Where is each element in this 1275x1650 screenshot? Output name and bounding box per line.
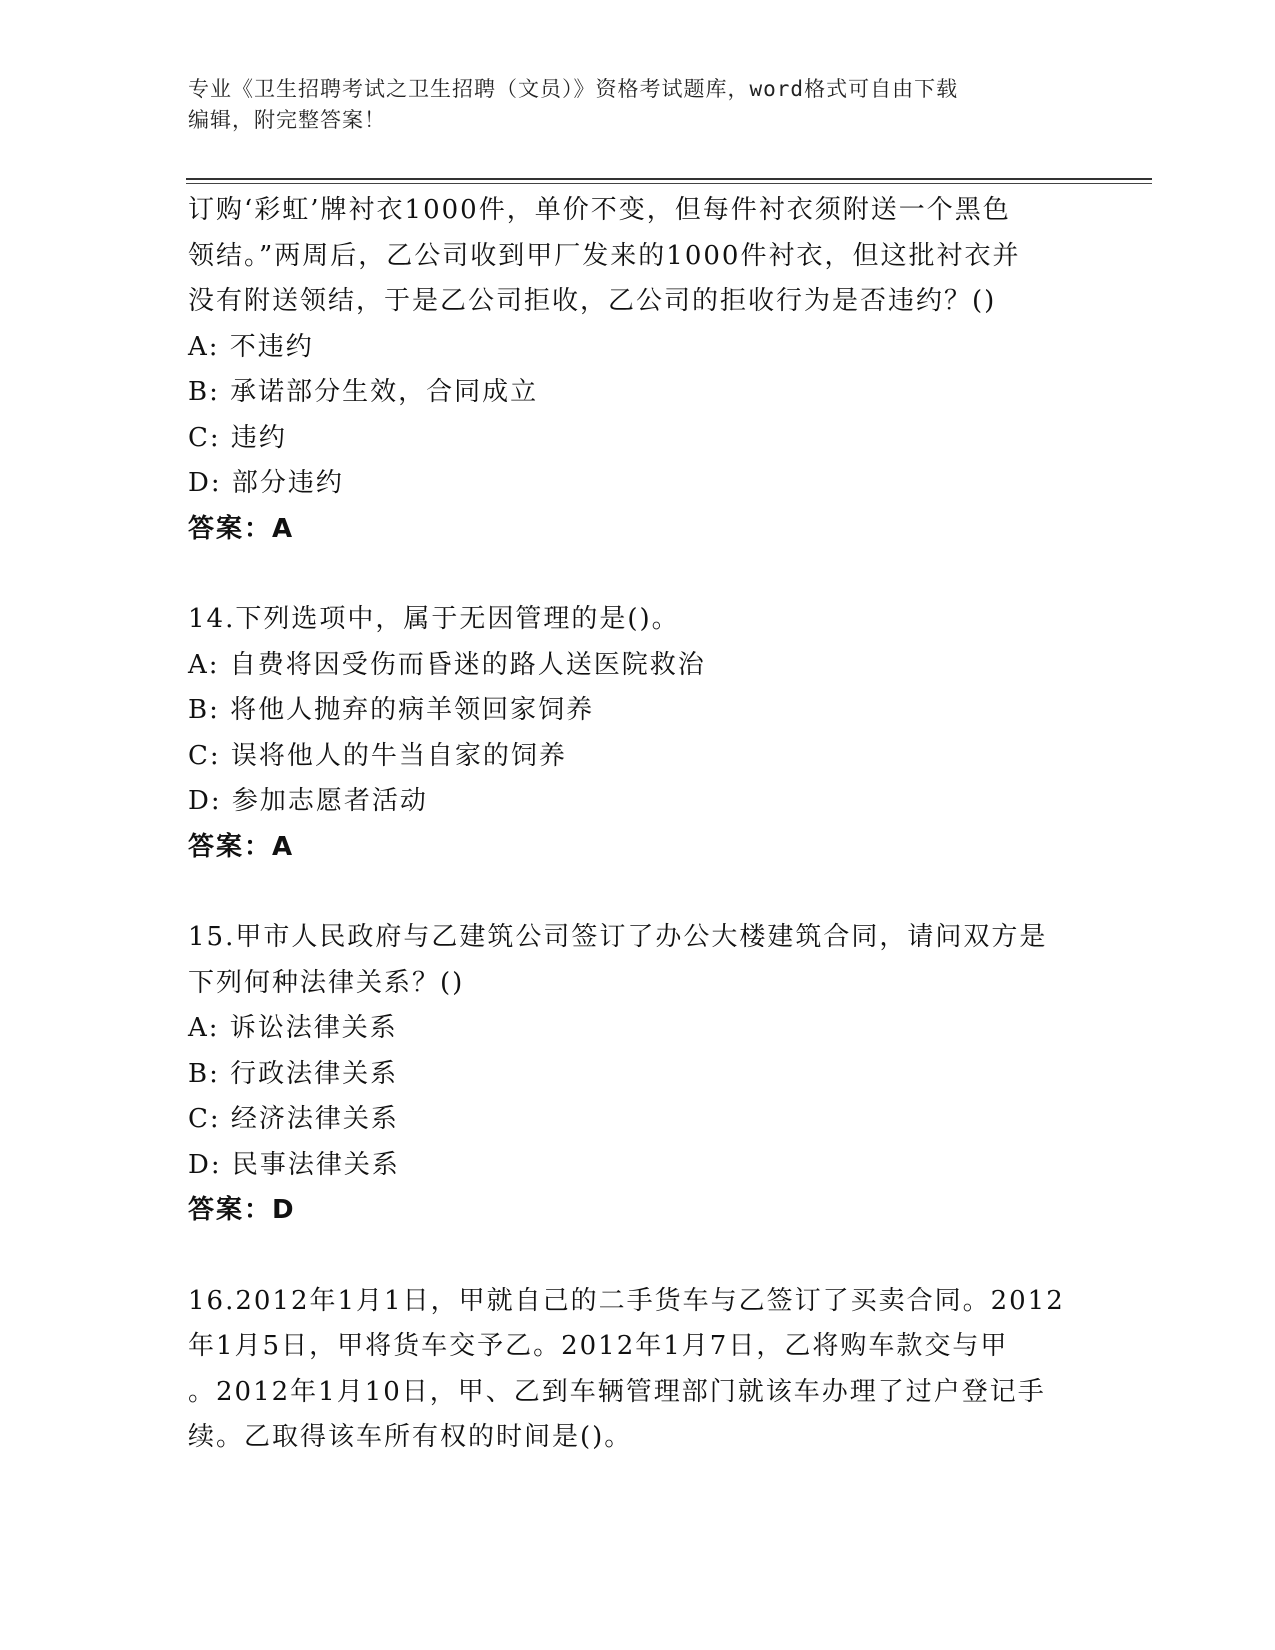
header-divider-thick	[186, 178, 1152, 180]
question-stem-line: 16.2012年1月1日，甲就自己的二手货车与乙签订了买卖合同。2012	[188, 1285, 1065, 1316]
question-stem-line: 。2012年1月10日，甲、乙到车辆管理部门就该车办理了过户登记手	[188, 1376, 1046, 1407]
question-14	[188, 597, 1088, 870]
option-d: D: 民事法律关系	[188, 1149, 400, 1180]
question-16	[188, 1279, 1088, 1461]
question-stem-line: 没有附送领结，于是乙公司拒收，乙公司的拒收行为是否违约？()	[188, 286, 997, 316]
question-stem-line: 14.下列选项中，属于无因管理的是()。	[188, 604, 680, 634]
option-b: B: 行政法律关系	[188, 1058, 399, 1089]
option-a: A: 诉讼法律关系	[188, 1013, 398, 1043]
question-15	[188, 915, 1088, 1234]
question-13	[188, 188, 1088, 552]
option-d: D: 部分违约	[188, 468, 344, 498]
answer-label: 答案：A	[188, 513, 295, 544]
option-c: C: 误将他人的牛当自家的饲养	[188, 740, 567, 771]
option-c: C: 经济法律关系	[188, 1104, 399, 1134]
header-divider-thin	[186, 183, 1152, 184]
option-c: C: 违约	[188, 422, 287, 453]
answer-label: 答案：D	[188, 1195, 296, 1225]
option-a: A: 自费将因受伤而昏迷的路人送医院救治	[188, 649, 706, 680]
answer-label: 答案：A	[188, 831, 295, 862]
option-b: B: 承诺部分生效，合同成立	[188, 377, 539, 407]
option-a: A: 不违约	[188, 331, 314, 362]
question-stem-line: 下列何种法律关系？()	[188, 967, 465, 998]
question-stem-line: 15.甲市人民政府与乙建筑公司签订了办公大楼建筑合同，请问双方是	[188, 922, 1048, 952]
question-stem-line: 订购‘彩虹’牌衬衣1000件，单价不变，但每件衬衣须附送一个黑色	[188, 195, 1011, 225]
header-line-1: 专业《卫生招聘考试之卫生招聘（文员）》资格考试题库，word格式可自由下载	[188, 77, 959, 101]
document-header	[188, 74, 1068, 136]
header-line-2: 编辑，附完整答案！	[188, 108, 386, 132]
question-stem-line: 续。乙取得该车所有权的时间是()。	[188, 1422, 633, 1452]
question-list	[188, 188, 1088, 1461]
option-d: D: 参加志愿者活动	[188, 786, 428, 816]
question-stem-line: 领结。”两周后，乙公司收到甲厂发来的1000件衬衣，但这批衬衣并	[188, 240, 1021, 271]
question-stem-line: 年1月5日，甲将货车交予乙。2012年1月7日，乙将购车款交与甲	[188, 1331, 1009, 1361]
option-b: B: 将他人抛弃的病羊领回家饲养	[188, 695, 595, 725]
